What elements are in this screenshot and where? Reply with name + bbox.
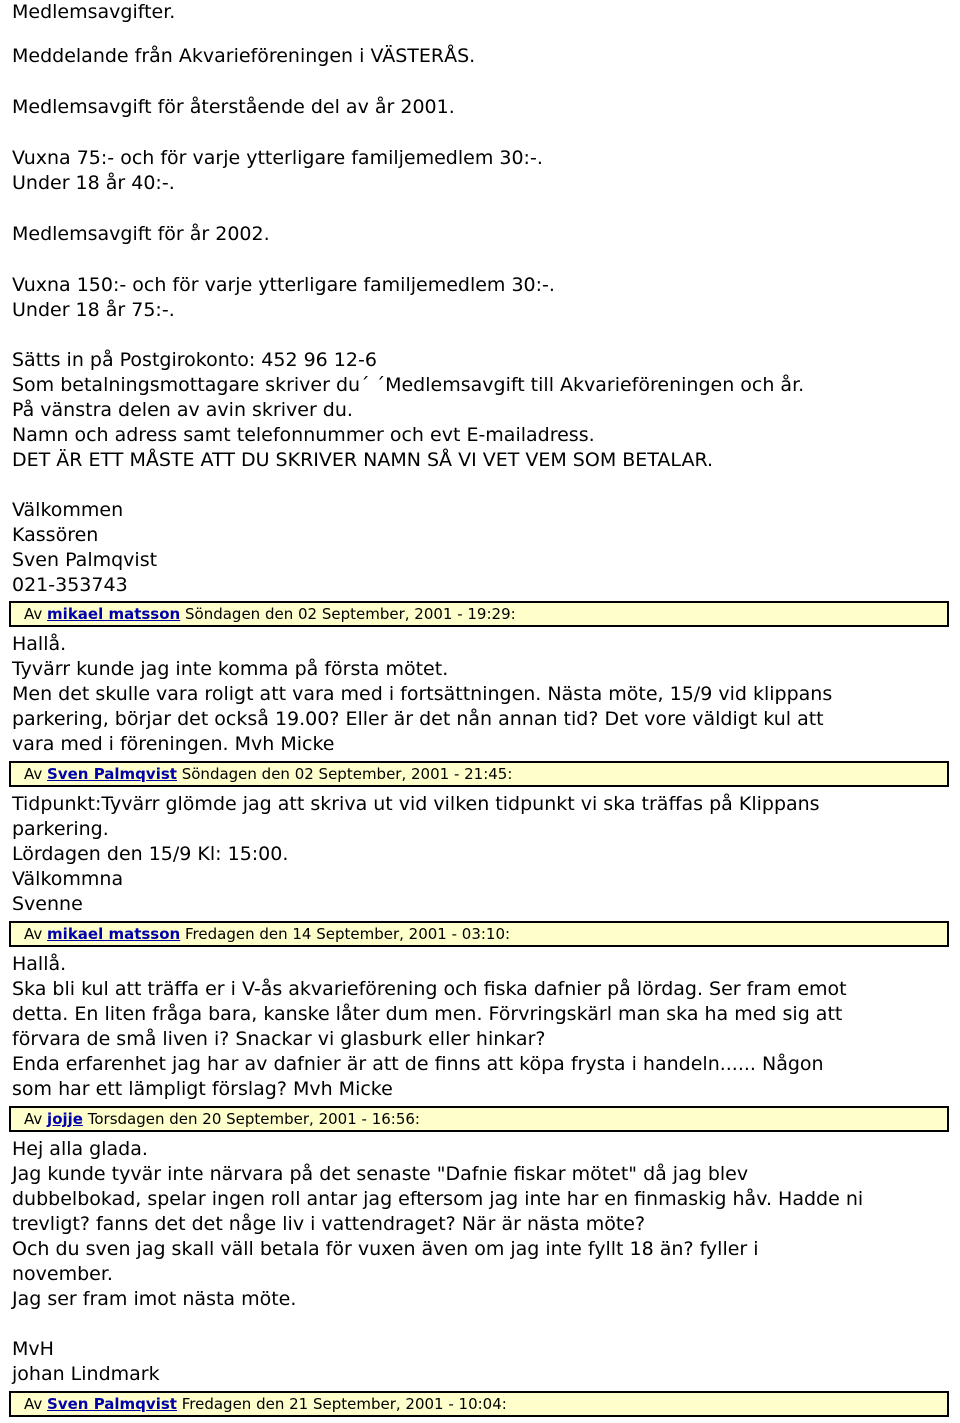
intro-line: Under 18 år 75:-. bbox=[12, 299, 175, 321]
comment-author-link[interactable]: jojje bbox=[47, 1110, 83, 1128]
comment-text-line: som har ett lämpligt förslag? Mvh Micke bbox=[12, 1078, 393, 1100]
comment-prefix: Av bbox=[24, 1110, 43, 1128]
comment-date: Söndagen den 02 September, 2001 - 19:29: bbox=[185, 605, 516, 623]
comment-prefix: Av bbox=[24, 1395, 43, 1413]
comment-date: Fredagen den 21 September, 2001 - 10:04: bbox=[181, 1395, 507, 1413]
comment-text-line: Jag kunde tyvär inte närvara på det senaste "Dafnie fiskar mötet" då jag blev bbox=[12, 1163, 749, 1185]
comment-text-line: Hallå. bbox=[12, 633, 67, 655]
intro-line: Sätts in på Postgirokonto: 452 96 12-6 bbox=[12, 349, 377, 371]
comment-prefix: Av bbox=[24, 765, 43, 783]
comment-text-line: förvara de små liven i? Snackar vi glasburk eller hinkar? bbox=[12, 1028, 546, 1050]
comment-text-line: parkering, börjar det också 19.00? Eller är det nån annan tid? Det vore väldigt kul att bbox=[12, 708, 824, 730]
comment-text-line: detta. En liten fråga bara, kanske låter dum men. Förvringskärl man ska ha med sig att bbox=[12, 1003, 843, 1025]
intro-line: Välkommen bbox=[12, 499, 124, 521]
intro-line: Medlemsavgifter. bbox=[12, 1, 176, 23]
comment-header bbox=[9, 761, 949, 787]
intro-line: Medlemsavgift för återstående del av år 2001. bbox=[12, 96, 455, 118]
comment-text-line: Och du sven jag skall väll betala för vuxen även om jag inte fyllt 18 än? fyller i bbox=[12, 1238, 759, 1260]
comment-text-line: Ska bli kul att träffa er i V-ås akvarieförening och fiska dafnier på lördag. Ser fram emot bbox=[12, 978, 847, 1000]
comment-date: Torsdagen den 20 September, 2001 - 16:56: bbox=[87, 1110, 420, 1128]
comment-text-line: Hej alla glada. bbox=[12, 1138, 148, 1160]
comment-prefix: Av bbox=[24, 605, 43, 623]
comment-author-link[interactable]: mikael matsson bbox=[47, 925, 181, 943]
comment-text-line: dubbelbokad, spelar ingen roll antar jag eftersom jag inte har en finmaskig håv. Hadde ni bbox=[12, 1188, 864, 1210]
intro-line: DET ÄR ETT MÅSTE ATT DU SKRIVER NAMN SÅ VI VET VEM SOM BETALAR. bbox=[12, 449, 714, 471]
comment-text-line: Lördagen den 15/9 Kl: 15:00. bbox=[12, 843, 289, 865]
comment-text-line: Men det skulle vara roligt att vara med i fortsättningen. Nästa möte, 15/9 vid klippans bbox=[12, 683, 833, 705]
intro-line: Som betalningsmottagare skriver du´ ´Medlemsavgift till Akvarieföreningen och år. bbox=[12, 374, 805, 396]
intro-line: Sven Palmqvist bbox=[12, 549, 158, 571]
comment-prefix: Av bbox=[24, 925, 43, 943]
comment-header bbox=[9, 921, 949, 947]
intro-line: Medlemsavgift för år 2002. bbox=[12, 223, 270, 245]
intro-line: Kassören bbox=[12, 524, 99, 546]
comment-date: Fredagen den 14 September, 2001 - 03:10: bbox=[185, 925, 511, 943]
comment-author-link[interactable]: Sven Palmqvist bbox=[47, 1395, 177, 1413]
comment-text-line: parkering. bbox=[12, 818, 109, 840]
intro-line: Vuxna 150:- och för varje ytterligare familjemedlem 30:-. bbox=[12, 274, 555, 296]
comment-text-line: Tyvärr kunde jag inte komma på första mötet. bbox=[12, 658, 449, 680]
comment-text-line: Jag ser fram imot nästa möte. bbox=[12, 1288, 297, 1310]
comment-author-link[interactable]: Sven Palmqvist bbox=[47, 765, 177, 783]
intro-line: Vuxna 75:- och för varje ytterligare familjemedlem 30:-. bbox=[12, 147, 543, 169]
comment-text-line: Enda erfarenhet jag har av dafnier är att de finns att köpa frysta i handeln...... Någon bbox=[12, 1053, 824, 1075]
intro-line: På vänstra delen av avin skriver du. bbox=[12, 399, 353, 421]
intro-line: Meddelande från Akvarieföreningen i VÄSTERÅS. bbox=[12, 45, 476, 67]
intro-line: 021-353743 bbox=[12, 574, 128, 596]
comment-text-line: trevligt? fanns det det någe liv i vattendraget? När är nästa möte? bbox=[12, 1213, 646, 1235]
comment-text-line: johan Lindmark bbox=[12, 1363, 160, 1385]
comment-text-line: Välkommna bbox=[12, 868, 124, 890]
comment-header bbox=[9, 1391, 949, 1417]
comment-text-line: MvH bbox=[12, 1338, 54, 1360]
intro-line: Under 18 år 40:-. bbox=[12, 172, 175, 194]
comment-date: Söndagen den 02 September, 2001 - 21:45: bbox=[181, 765, 513, 783]
comment-author-link[interactable]: mikael matsson bbox=[47, 605, 181, 623]
comment-text-line: november. bbox=[12, 1263, 113, 1285]
comment-text-line: Hallå. bbox=[12, 953, 67, 975]
comment-text-line: vara med i föreningen. Mvh Micke bbox=[12, 733, 335, 755]
comment-header bbox=[9, 601, 949, 627]
intro-line: Namn och adress samt telefonnummer och evt E-mailadress. bbox=[12, 424, 595, 446]
comment-text-line: Tidpunkt:Tyvärr glömde jag att skriva ut vid vilken tidpunkt vi ska träffas på Klippans bbox=[12, 793, 820, 815]
comment-text-line: Svenne bbox=[12, 893, 83, 915]
comment-header bbox=[9, 1106, 949, 1132]
